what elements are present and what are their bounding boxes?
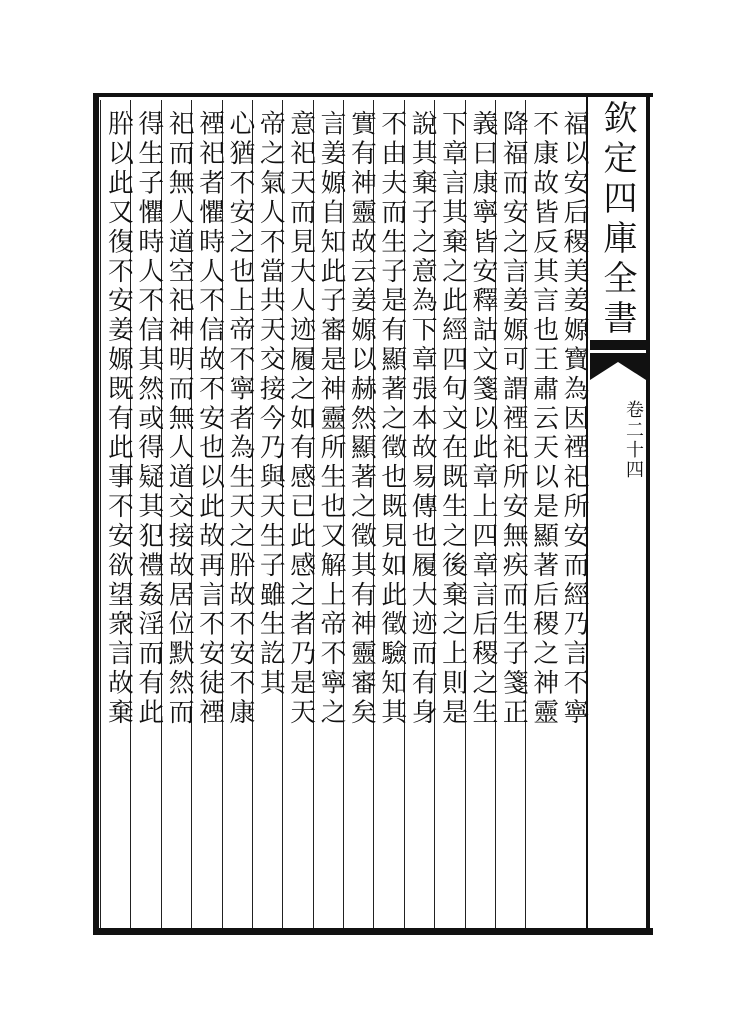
column-text: 心猶不安之也上帝不寧者為生天之肸故不安不康 bbox=[224, 110, 255, 728]
volume-label: 卷二十四 bbox=[623, 400, 644, 480]
text-columns bbox=[100, 100, 589, 928]
column-text: 下章言其棄之此經四句文在既生之後棄之上則是 bbox=[437, 110, 468, 728]
text-column bbox=[404, 100, 438, 928]
column-text: 不由夫而生子是有顯著之徵也既見如此徵驗知其 bbox=[376, 110, 407, 728]
column-text: 言姜嫄自知此子審是神靈所生也又解上帝不寧之 bbox=[316, 110, 346, 728]
text-column bbox=[222, 100, 255, 928]
text-column bbox=[100, 100, 134, 928]
text-column bbox=[191, 100, 225, 928]
column-text: 意祀天而見大人迹履之如有感已此感之者乃是天 bbox=[285, 110, 316, 728]
column-text: 說其棄子之意為下章張本故易傳也履大迹而有身 bbox=[407, 110, 438, 728]
text-column bbox=[313, 100, 346, 928]
column-text: 降福而安之言姜嫄可謂禋祀所安無疾而生子箋正 bbox=[498, 110, 529, 728]
text-column bbox=[130, 100, 164, 928]
column-text: 禋祀者懼時人不信故不安也以此故再言不安徒禋 bbox=[194, 110, 225, 728]
text-column bbox=[525, 100, 559, 928]
column-text: 祀而無人道空祀神明而無人道交接故居位默然而 bbox=[164, 110, 195, 728]
inner-rule bbox=[97, 97, 99, 931]
text-column bbox=[282, 100, 316, 928]
text-column bbox=[161, 100, 195, 928]
right-edge-rule bbox=[646, 93, 650, 935]
column-text: 福以安后稷美姜嫄寶為因禋祀所安而經乃言不寧 bbox=[559, 110, 589, 728]
column-text: 得生子懼時人不信其然或得疑其犯禮姦淫而有此 bbox=[133, 110, 164, 728]
column-text: 不康故皆反其言也王肅云天以是顯著后稷之神靈 bbox=[528, 110, 559, 728]
column-text: 義曰康寧皆安釋詁文箋以此章上四章言后稷之生 bbox=[467, 110, 498, 728]
text-column bbox=[465, 100, 498, 928]
text-column bbox=[252, 100, 286, 928]
bottom-rule bbox=[97, 928, 653, 931]
book-title: 欽定四庫全書 bbox=[597, 100, 637, 340]
text-column bbox=[434, 100, 468, 928]
column-text: 實有神靈故云姜嫄以赫然顯著之徵其有神靈審矣 bbox=[346, 110, 377, 728]
fish-tail-ornament bbox=[590, 340, 646, 380]
column-text: 帝之氣人不當共天交接今乃與天生子雖生訖其 bbox=[255, 110, 286, 699]
text-column bbox=[343, 100, 377, 928]
text-column bbox=[495, 100, 529, 928]
text-column bbox=[373, 100, 407, 928]
text-column bbox=[556, 100, 589, 928]
column-text: 肸以此又復不安姜嫄既有此事不安欲望衆言故棄 bbox=[103, 110, 134, 728]
